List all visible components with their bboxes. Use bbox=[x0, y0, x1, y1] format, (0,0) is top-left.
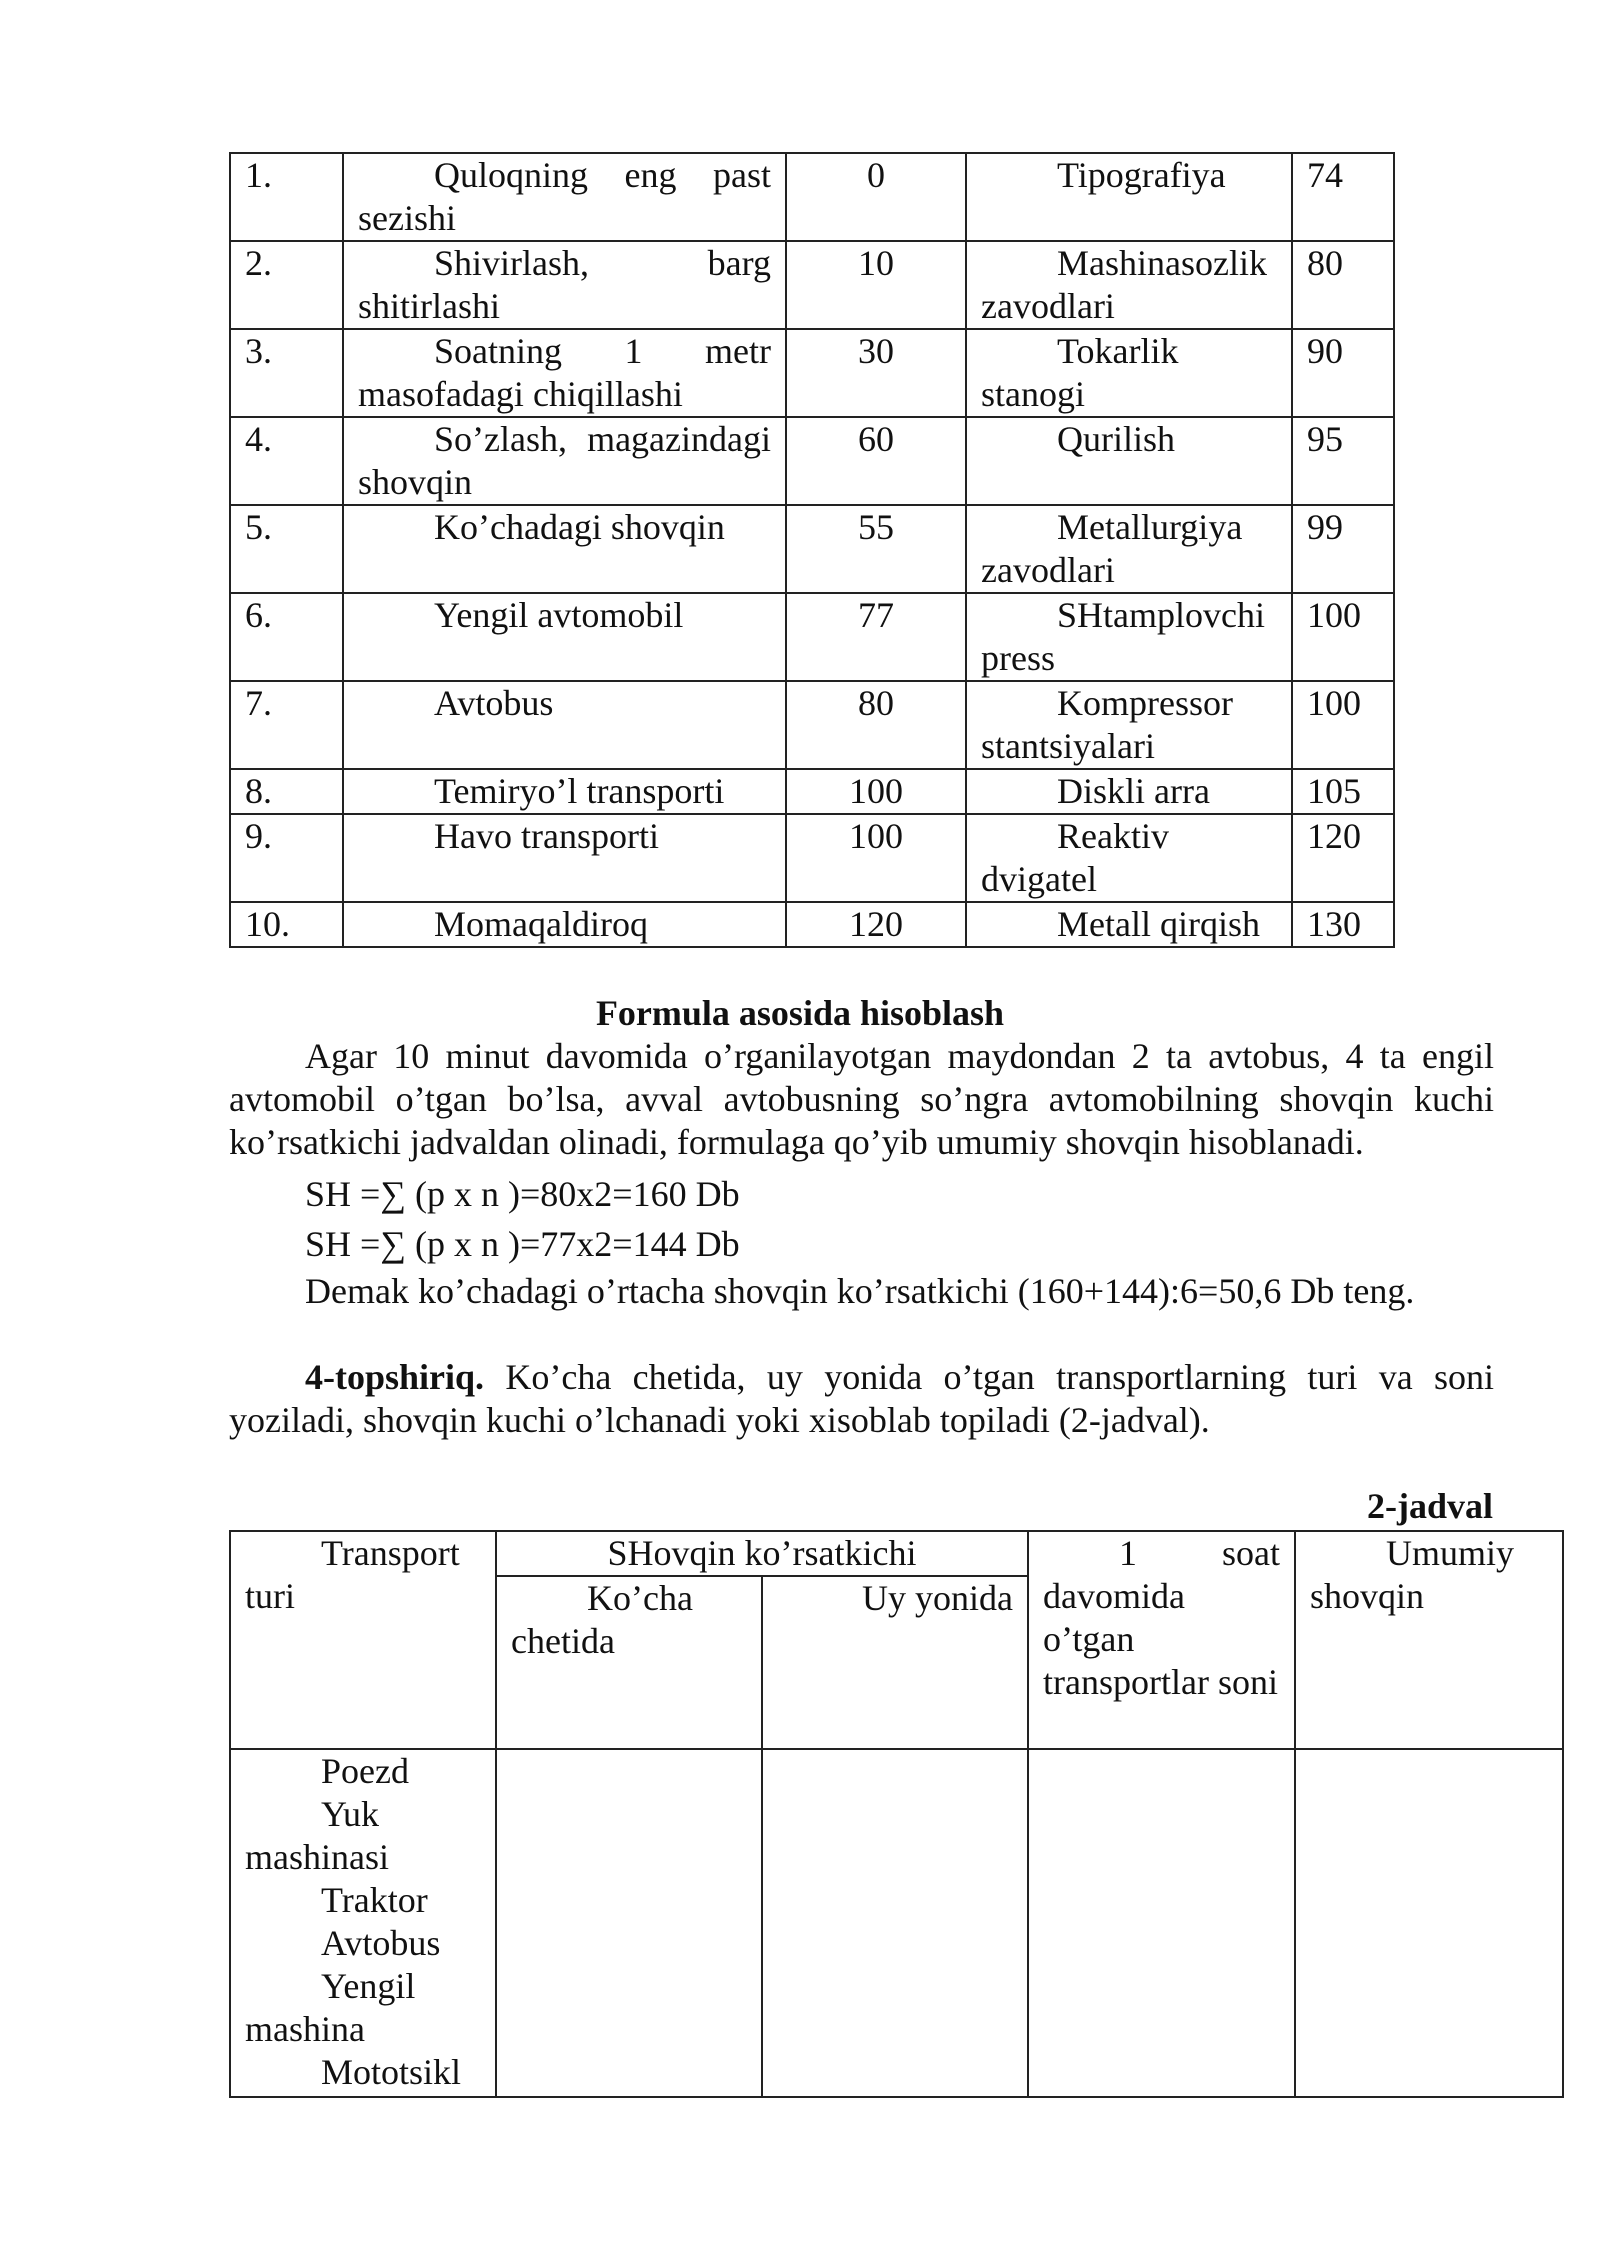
transport-type-item: Avtobus bbox=[321, 1923, 441, 1963]
noise-source-cell bbox=[343, 417, 786, 505]
table-row bbox=[230, 505, 1394, 593]
noise-levels-table-body bbox=[230, 153, 1394, 947]
noise-source-cell bbox=[343, 153, 786, 241]
total-noise-cell[interactable] bbox=[1295, 1749, 1563, 2097]
noise-source-cell bbox=[343, 329, 786, 417]
noise-source-cell bbox=[343, 902, 786, 947]
noise-source-cell bbox=[343, 593, 786, 681]
row-number-cell bbox=[230, 814, 343, 902]
noise-source-industrial: Kompressor stantsiyalari bbox=[981, 683, 1233, 766]
noise-source: Ko’chadagi shovqin bbox=[434, 507, 725, 547]
example-text: Agar 10 minut davomida o’rganilayotgan maydondan 2 ta avtobus, 4 ta engil avtomobil o’tgan bo’lsa, avval avtobusning so’ngra avtomobilning shovqin kuchi ko’rsatkichi jadvaldan olinadi, formulaga qo’yib umumiy shovqin hisoblanadi. bbox=[229, 1036, 1494, 1162]
row-number: 9. bbox=[245, 816, 272, 856]
noise-level-cell bbox=[786, 505, 966, 593]
formula-car: SH =∑ (p x n )=77x2=144 Db bbox=[305, 1224, 740, 1264]
noise-source-cell bbox=[343, 505, 786, 593]
transport-type-item: Yuk mashinasi bbox=[245, 1794, 389, 1877]
task-label: 4-topshiriq. bbox=[305, 1357, 485, 1397]
table-row bbox=[230, 902, 1394, 947]
row-number-cell bbox=[230, 329, 343, 417]
table-row bbox=[230, 241, 1394, 329]
noise-level-industrial-cell bbox=[1292, 769, 1394, 814]
noise-source: Avtobus bbox=[434, 683, 554, 723]
noise-source-industrial: SHtamplovchi press bbox=[981, 595, 1265, 678]
noise-level-industrial-cell bbox=[1292, 241, 1394, 329]
noise-source-industrial-cell bbox=[966, 417, 1292, 505]
noise-levels-table bbox=[229, 152, 1395, 948]
noise-level: 80 bbox=[858, 683, 894, 723]
conclusion-text: Demak ko’chadagi o’rtacha shovqin ko’rsatkichi (160+144):6=50,6 Db teng. bbox=[305, 1271, 1415, 1311]
row-number: 5. bbox=[245, 507, 272, 547]
transport-type-item: Mototsikl bbox=[321, 2052, 462, 2092]
row-number-cell bbox=[230, 593, 343, 681]
noise-level: 100 bbox=[849, 816, 903, 856]
transport-type-item: Poezd bbox=[321, 1751, 409, 1791]
noise-level-industrial-cell bbox=[1292, 417, 1394, 505]
transport-type-item: Traktor bbox=[321, 1880, 428, 1920]
row-number-cell bbox=[230, 902, 343, 947]
row-number: 1. bbox=[245, 155, 272, 195]
noise-source: Temiryo’l transporti bbox=[434, 771, 725, 811]
noise-source-industrial: Reaktiv dvigatel bbox=[981, 816, 1169, 899]
noise-source-industrial-cell bbox=[966, 593, 1292, 681]
noise-source-cell bbox=[343, 814, 786, 902]
noise-level: 10 bbox=[858, 243, 894, 283]
noise-level-industrial: 95 bbox=[1307, 419, 1343, 459]
noise-level-industrial-cell bbox=[1292, 593, 1394, 681]
noise-source: So’zlash, magazindagi shovqin bbox=[358, 419, 771, 502]
row-number-cell bbox=[230, 153, 343, 241]
noise-level-cell bbox=[786, 153, 966, 241]
noise-level-industrial: 74 bbox=[1307, 155, 1343, 195]
table-row bbox=[230, 681, 1394, 769]
task-paragraph bbox=[229, 1356, 1494, 1442]
table-row bbox=[230, 769, 1394, 814]
row-number: 3. bbox=[245, 331, 272, 371]
noise-level: 55 bbox=[858, 507, 894, 547]
count-per-hour-cell[interactable] bbox=[1028, 1749, 1295, 2097]
noise-source-industrial: Tipografiya bbox=[1057, 155, 1226, 195]
noise-source-industrial-cell bbox=[966, 241, 1292, 329]
row-number: 10. bbox=[245, 904, 290, 944]
noise-level-industrial: 90 bbox=[1307, 331, 1343, 371]
row-number: 2. bbox=[245, 243, 272, 283]
noise-source-cell bbox=[343, 681, 786, 769]
noise-source-industrial-cell bbox=[966, 814, 1292, 902]
noise-source-cell bbox=[343, 241, 786, 329]
noise-source-industrial-cell bbox=[966, 769, 1292, 814]
row-number: 4. bbox=[245, 419, 272, 459]
row-number: 7. bbox=[245, 683, 272, 723]
table-row bbox=[230, 329, 1394, 417]
noise-source: Shivirlash, barg shitirlashi bbox=[358, 243, 771, 326]
noise-level-cell bbox=[786, 814, 966, 902]
noise-level-industrial: 99 bbox=[1307, 507, 1343, 547]
noise-level-industrial: 100 bbox=[1307, 683, 1361, 723]
noise-level: 60 bbox=[858, 419, 894, 459]
noise-level-cell bbox=[786, 329, 966, 417]
noise-source-cell bbox=[343, 769, 786, 814]
row-number-cell bbox=[230, 241, 343, 329]
noise-source-industrial-cell bbox=[966, 505, 1292, 593]
noise-source-industrial-cell bbox=[966, 902, 1292, 947]
noise-level-industrial-cell bbox=[1292, 153, 1394, 241]
noise-source-industrial: Qurilish bbox=[1057, 419, 1176, 459]
noise-level: 30 bbox=[858, 331, 894, 371]
noise-level-industrial: 120 bbox=[1307, 816, 1361, 856]
noise-level-cell bbox=[786, 593, 966, 681]
task-description: Ko’cha chetida, uy yonida o’tgan transportlarning turi va soni yoziladi, shovqin kuchi o’lchanadi yoki xisoblab topiladi (2-jadval). bbox=[229, 1357, 1494, 1440]
street-side-cell[interactable] bbox=[496, 1749, 762, 2097]
noise-level-cell bbox=[786, 769, 966, 814]
noise-source-industrial-cell bbox=[966, 153, 1292, 241]
noise-source: Momaqaldiroq bbox=[434, 904, 648, 944]
house-side-cell[interactable] bbox=[762, 1749, 1028, 2097]
noise-level: 120 bbox=[849, 904, 903, 944]
row-number-cell bbox=[230, 681, 343, 769]
noise-level-cell bbox=[786, 681, 966, 769]
noise-level-industrial-cell bbox=[1292, 505, 1394, 593]
noise-source-industrial: Mashinasozlik zavodlari bbox=[981, 243, 1267, 326]
noise-level-industrial-cell bbox=[1292, 902, 1394, 947]
noise-level: 77 bbox=[858, 595, 894, 635]
noise-level-cell bbox=[786, 902, 966, 947]
table-row bbox=[230, 814, 1394, 902]
noise-source: Havo transporti bbox=[434, 816, 659, 856]
transport-types-cell bbox=[230, 1749, 496, 2097]
noise-level-industrial: 105 bbox=[1307, 771, 1361, 811]
noise-source: Yengil avtomobil bbox=[434, 595, 684, 635]
noise-level: 100 bbox=[849, 771, 903, 811]
noise-level-industrial: 100 bbox=[1307, 595, 1361, 635]
table-row bbox=[230, 153, 1394, 241]
row-number-cell bbox=[230, 417, 343, 505]
header-house-side: Uy yonida bbox=[762, 1576, 1028, 1749]
noise-level-industrial-cell bbox=[1292, 329, 1394, 417]
header-street-side: Ko’cha chetida bbox=[496, 1576, 762, 1749]
noise-level-cell bbox=[786, 417, 966, 505]
noise-source: Soatning 1 metr masofadagi chiqillashi bbox=[358, 331, 771, 414]
noise-source-industrial: Tokarlik stanogi bbox=[981, 331, 1179, 414]
noise-source-industrial: Diskli arra bbox=[1057, 771, 1210, 811]
noise-source-industrial: Metall qirqish bbox=[1057, 904, 1260, 944]
formula-bus: SH =∑ (p x n )=80x2=160 Db bbox=[305, 1174, 740, 1214]
noise-level-cell bbox=[786, 241, 966, 329]
table2-label: 2-jadval bbox=[1367, 1486, 1493, 1526]
noise-level-industrial: 80 bbox=[1307, 243, 1343, 283]
row-number-cell bbox=[230, 505, 343, 593]
noise-source-industrial-cell bbox=[966, 681, 1292, 769]
noise-source-industrial-cell bbox=[966, 329, 1292, 417]
noise-level-industrial-cell bbox=[1292, 681, 1394, 769]
example-paragraph bbox=[229, 1035, 1494, 1164]
row-number: 6. bbox=[245, 595, 272, 635]
noise-source: Quloqning eng past sezishi bbox=[358, 155, 771, 238]
noise-level-industrial-cell bbox=[1292, 814, 1394, 902]
header-count-per-hour: 1 soat davomida o’tgan transportlar soni bbox=[1028, 1531, 1295, 1749]
transport-type-item: Yengil mashina bbox=[245, 1966, 416, 2049]
table-row bbox=[230, 417, 1394, 505]
row-number: 8. bbox=[245, 771, 272, 811]
noise-level: 0 bbox=[867, 155, 885, 195]
transport-survey-table bbox=[229, 1530, 1564, 2098]
transport-types-list bbox=[245, 1750, 481, 2094]
section-heading: Formula asosida hisoblash bbox=[595, 993, 1005, 1033]
noise-source-industrial: Metallurgiya zavodlari bbox=[981, 507, 1243, 590]
header-transport-type: Transport turi bbox=[230, 1531, 496, 1749]
header-noise-indicator: SHovqin ko’rsatkichi bbox=[496, 1531, 1028, 1576]
header-total-noise: Umumiy shovqin bbox=[1295, 1531, 1563, 1749]
noise-level-industrial: 130 bbox=[1307, 904, 1361, 944]
row-number-cell bbox=[230, 769, 343, 814]
task-text bbox=[229, 1356, 1494, 1442]
table-row bbox=[230, 593, 1394, 681]
